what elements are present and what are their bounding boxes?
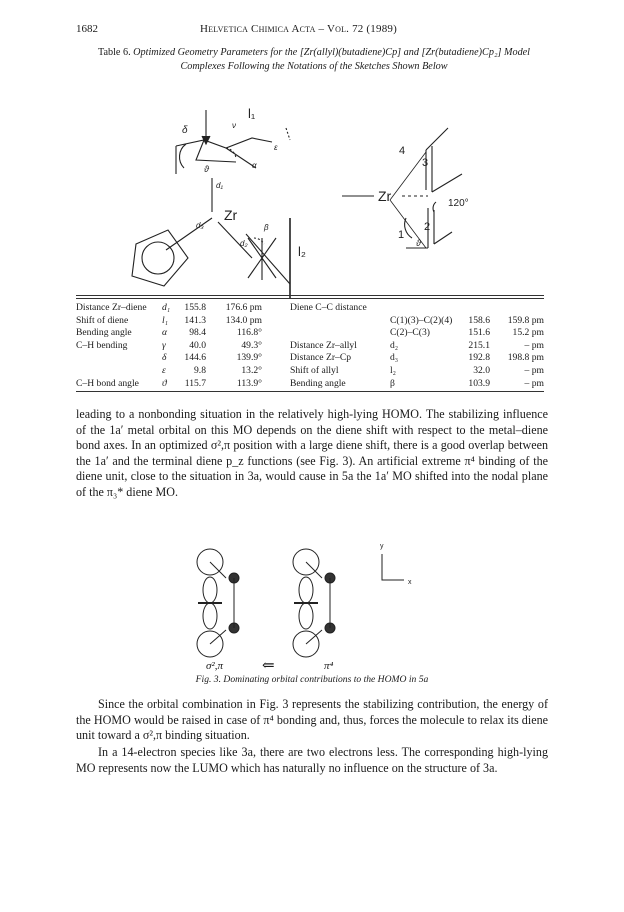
table-cell-v1: 9.8	[194, 365, 206, 376]
table-cell-sym: d₃	[390, 352, 399, 364]
table-cell-v2: 139.9°	[236, 352, 262, 364]
label-d2: d₂	[240, 239, 248, 248]
label-l1: l₁	[248, 106, 256, 121]
left-sketch	[132, 110, 290, 298]
label-c3: 3	[422, 157, 429, 169]
table-cell-name: Bending angle	[76, 327, 132, 339]
table-cell-v1: 115.7	[184, 377, 206, 389]
paragraph-3	[76, 745, 548, 776]
table-cell-name: C–H bond angle	[76, 377, 139, 389]
paragraph-2	[76, 697, 548, 744]
label-c4: 4	[399, 145, 406, 157]
table-cell-sym: C(1)(3)–C(2)(4)	[390, 314, 453, 326]
axes-glyph	[382, 554, 404, 580]
figure-3-orbitals	[176, 540, 436, 670]
table-cell-sym: ϑ	[162, 377, 167, 389]
table-cell-v1: 151.6	[468, 327, 490, 339]
table-cell-sym: δ	[162, 352, 167, 364]
table-cell-v1: 158.6	[468, 314, 490, 326]
label-delta: δ	[182, 125, 188, 136]
table-cell-v1: 103.9	[468, 377, 490, 389]
table-cell-sym: l₂	[390, 365, 397, 376]
label-c2: 2	[424, 221, 431, 233]
table-cell-v1: 98.4	[189, 327, 206, 339]
left-sketch-labels	[182, 106, 306, 259]
table-cell-v2: 134.0 pm	[225, 314, 262, 326]
table-cell-sym: d₁	[162, 302, 171, 313]
right-sketch-labels	[378, 145, 469, 248]
geometry-sketches	[76, 88, 548, 298]
label-theta-right: ϑ	[416, 238, 421, 248]
table-cell-sym: C(2)–C(3)	[390, 327, 430, 339]
label-zr-right: Zr	[378, 188, 392, 204]
figure-3-caption: Fig. 3. Dominating orbital contributions to the HOMO in 5a	[195, 674, 429, 685]
table-cell-name: Bending angle	[290, 377, 346, 389]
table-caption-label: Table 6.	[97, 47, 131, 58]
label-zr-left: Zr	[224, 207, 238, 223]
table-cell-name: Shift of allyl	[290, 365, 339, 376]
table-cell-sym: γ	[162, 339, 166, 351]
paragraph-3-text: In a 14-electron species like 3a, there are two electrons less. The corresponding high-lying MO represents now the LUMO which has naturally no influence on the structure of 3a.	[76, 745, 548, 775]
orbital-right	[293, 549, 335, 657]
table-cell-sym: ε	[162, 365, 166, 376]
label-d1: d₁	[216, 181, 223, 190]
page-number: 1682	[76, 23, 98, 35]
table-cell-v2: 13.2°	[241, 365, 262, 376]
paragraph-1-text: leading to a nonbonding situation in the relatively high-lying HOMO. The stabilizing influence of the 1a′ metal orbital on this MO depends on the diene shift with respect to the metal–diene bond axes. In an optimized σ²,π position with a large diene shift, there is a good overlap between the 1a′ and the terminal diene p_z functions (see Fig. 3). An artificial extreme π⁴ binding of the diene unit, close to the situation in 3a, would cause in 5a the 1a′ MO shifted into the nodal plane of the π₃* diene MO.	[76, 407, 548, 499]
fig3-label-sigma-pi: σ²,π	[206, 660, 223, 672]
table-caption-text: Optimized Geometry Parameters for the [Zr(allyl)(butadiene)Cp] and [Zr(butadiene)Cp₂] Model Complexes Following the Notations of the Sketches Shown Below	[133, 47, 531, 72]
label-120-deg: 120°	[448, 198, 469, 209]
table-cell-v2: 198.8 pm	[507, 352, 544, 364]
table-cell-v2: – pm	[524, 339, 544, 351]
table-cell-v1: 192.8	[468, 352, 490, 364]
running-header: Helvetica Chimica Acta – Vol. 72 (1989)	[200, 23, 397, 35]
table-cell-v2: 49.3°	[241, 339, 262, 351]
paragraph-1	[76, 407, 548, 501]
label-nu: ν	[232, 121, 236, 130]
table-cell-v1: 215.1	[468, 339, 490, 351]
table-cell-sym: β	[390, 377, 395, 389]
table-cell-name: Distance Zr–Cp	[290, 352, 352, 364]
table-cell-v2: 15.2 pm	[512, 327, 544, 339]
label-alpha: α	[252, 161, 257, 170]
label-d3: d₃	[196, 221, 204, 230]
table-cell-name: Distance Zr–diene	[76, 302, 147, 313]
table-cell-name: Shift of diene	[76, 314, 129, 326]
table-cell-v1: 144.6	[184, 352, 206, 364]
label-epsilon: ε	[274, 143, 278, 152]
axis-x-label: x	[408, 579, 412, 586]
table-cell-sym: d₂	[390, 339, 399, 351]
table-cell-v2: – pm	[524, 365, 544, 376]
table-cell-v1: 155.8	[184, 302, 206, 313]
table-top-rule-2	[76, 298, 544, 299]
table-bottom-rule	[76, 391, 544, 392]
fig3-arrow: ⇐	[262, 658, 275, 674]
table-cell-sym: α	[162, 327, 168, 339]
axis-y-label: y	[380, 543, 384, 550]
table-cell-v1: 40.0	[189, 339, 206, 351]
table-cell-v2: – pm	[524, 377, 544, 389]
table-cell-name: Distance Zr–allyl	[290, 339, 357, 351]
table-cell-v2: 176.6 pm	[225, 302, 262, 313]
table-cell-v2: 116.8°	[236, 327, 262, 339]
table-cell-sym: l₁	[162, 314, 169, 326]
table-cell-name: Diene C–C distance	[290, 302, 367, 313]
label-theta: ϑ	[204, 164, 209, 174]
table-top-rule	[76, 295, 544, 296]
table-cell-name: C–H bending	[76, 339, 128, 351]
fig3-label-pi4: π⁴	[324, 660, 334, 672]
table-cell-v1: 32.0	[473, 365, 490, 376]
label-c1: 1	[398, 229, 405, 241]
paragraph-2-text: Since the orbital combination in Fig. 3 represents the stabilizing contribution, the energy of the HOMO would be raised in case of π⁴ bonding and, thus, forces the molecule to relax its diene unit toward a σ²,π binding situation.	[76, 697, 548, 743]
label-l2: l₂	[298, 244, 306, 259]
label-beta: β	[264, 223, 269, 232]
table-cell-v2: 113.9°	[236, 377, 262, 389]
table-caption	[76, 46, 552, 74]
table-cell-v2: 159.8 pm	[507, 314, 544, 326]
table-cell-v1: 141.3	[184, 314, 206, 326]
orbital-left	[197, 549, 239, 657]
